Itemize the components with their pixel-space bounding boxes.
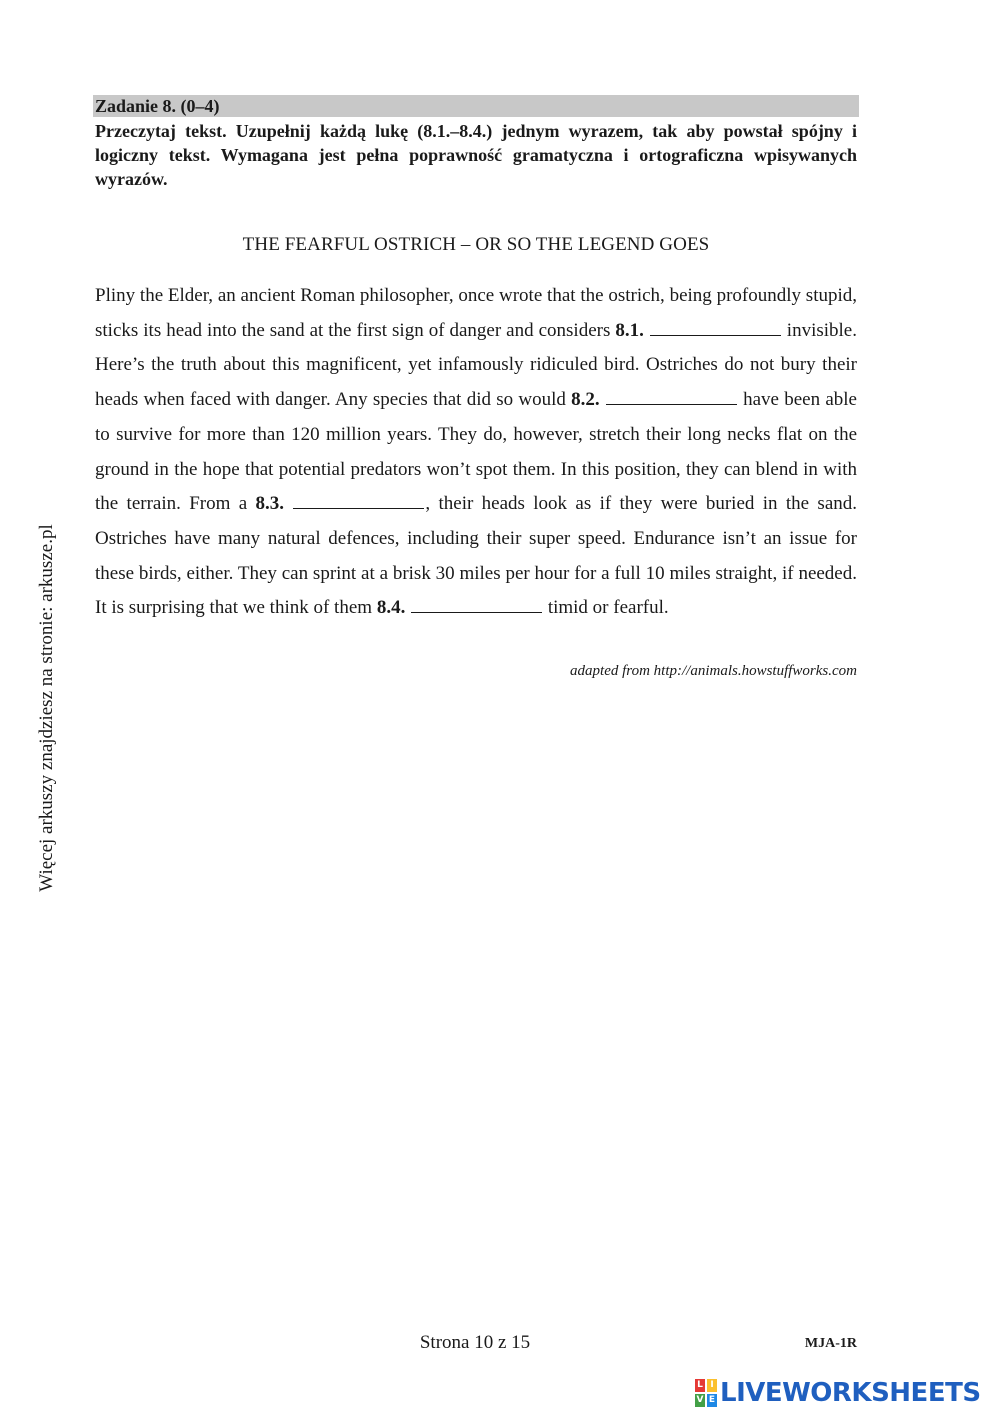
logo-letter: V: [696, 1395, 704, 1405]
gap-label-8-4: 8.4.: [376, 597, 406, 619]
gap-label-8-1: 8.1.: [615, 319, 644, 341]
passage-title: THE FEARFUL OSTRICH – OR SO THE LEGEND GOES: [242, 234, 710, 255]
logo-letter: L: [695, 1379, 705, 1392]
source-citation: adapted from http://animals.howstuffworks.com: [570, 663, 857, 679]
logo-letter: E: [708, 1395, 716, 1405]
page-number: Strona 10 z 15: [419, 1332, 531, 1353]
passage-body: [95, 279, 857, 626]
gap-input-8-2[interactable]: [606, 386, 737, 405]
passage-segment: invisible. Here’s the truth about this magnificent, yet infamously ridiculed bird. Ostriches do not bury their heads when faced with danger. Any species that did so would: [95, 319, 857, 411]
gap-label-8-2: 8.2.: [571, 389, 600, 411]
passage-segment: timid or fearful.: [543, 597, 669, 619]
gap-input-8-4[interactable]: [411, 594, 542, 613]
exam-code: MJA-1R: [804, 1336, 857, 1351]
passage-segment: , their heads look as if they were buried in the sand. Ostriches have many natural defences, including their super speed. Endurance isn’t an issue for these birds, either. They can sprint at a brisk 30 miles per hour for a full 10 miles straight, if needed. It is surprising that we think of them: [95, 493, 858, 619]
logo-letter: I: [707, 1379, 717, 1392]
gap-input-8-3[interactable]: [293, 490, 424, 509]
task-instructions: Przeczytaj tekst. Uzupełnij każdą lukę (8.1.–8.4.) jednym wyrazem, tak aby powstał spójny i logiczny tekst. Wymagana jest pełna poprawność gramatyczna i ortograficzna wpisywanych wyrazów.: [95, 121, 857, 189]
logo-grid-icon: [695, 1379, 717, 1407]
liveworksheets-logo: [695, 1377, 981, 1409]
gap-input-8-1[interactable]: [650, 317, 781, 336]
gap-label-8-3: 8.3.: [255, 493, 285, 515]
passage-segment: Pliny the Elder, an ancient Roman philosopher, once wrote that the ostrich, being profoundly stupid, sticks its head into the sand at the first sign of danger and considers: [95, 285, 857, 341]
passage-segment: have been able to survive for more than 120 million years. They do, however, stretch their long necks flat on the ground in the hope that potential predators won’t spot them. In this position, they can blend in with the terrain. From a: [95, 389, 857, 515]
side-watermark-text: Więcej arkuszy znajdziesz na stronie: arkusze.pl: [36, 524, 57, 892]
logo-wordmark: LIVEWORKSHEETS: [720, 1378, 981, 1408]
task-header: Zadanie 8. (0–4): [93, 95, 859, 117]
